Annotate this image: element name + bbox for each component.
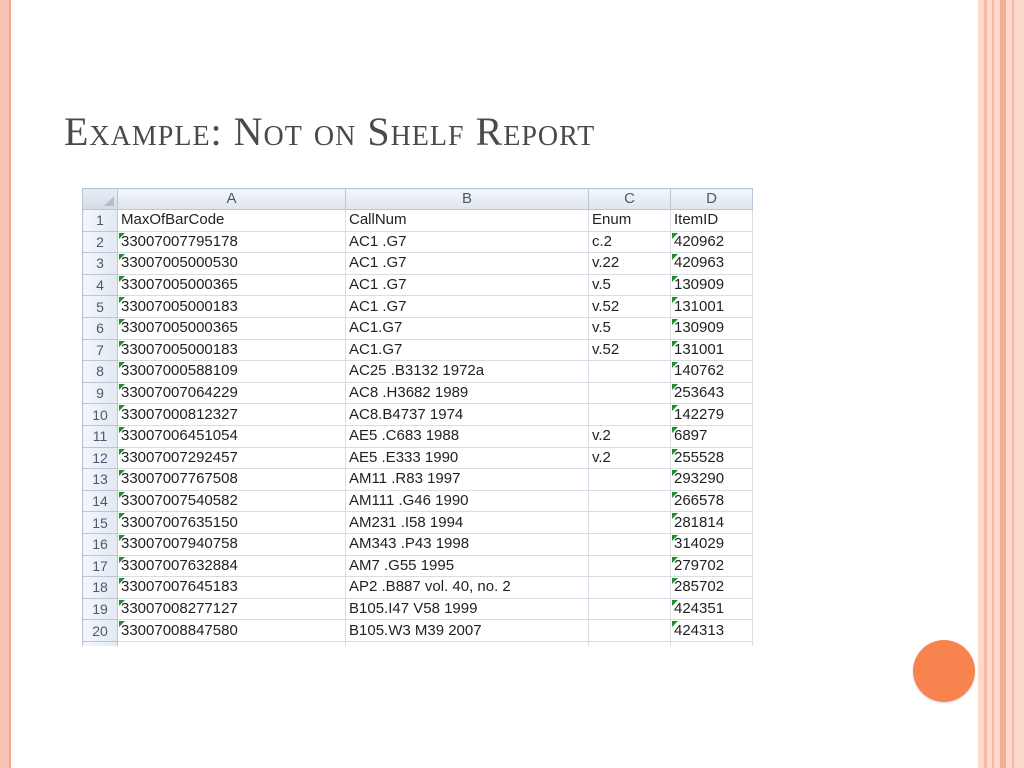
cell-callnum[interactable]: AC1.G7 xyxy=(346,317,589,339)
cell-callnum[interactable]: B105.I47 V58 1999 xyxy=(346,598,589,620)
table-row xyxy=(83,274,753,296)
row-number[interactable]: 4 xyxy=(83,274,118,296)
cell-barcode[interactable]: 33007007795178 xyxy=(118,231,346,253)
cell-enum[interactable]: Enum xyxy=(589,210,671,232)
cell-itemid[interactable]: 255528 xyxy=(671,447,753,469)
cell-barcode[interactable]: 33007007767508 xyxy=(118,469,346,491)
header-data-row xyxy=(83,210,753,232)
cell-callnum[interactable]: AC1 .G7 xyxy=(346,274,589,296)
cell-enum[interactable] xyxy=(589,382,671,404)
cell-enum[interactable]: v.2 xyxy=(589,447,671,469)
cell-enum[interactable] xyxy=(589,620,671,642)
cell-callnum[interactable]: AE5 .E333 1990 xyxy=(346,447,589,469)
row-number[interactable]: 17 xyxy=(83,555,118,577)
cell-itemid[interactable]: 6897 xyxy=(671,425,753,447)
cell-enum[interactable]: v.52 xyxy=(589,339,671,361)
table-row xyxy=(83,555,753,577)
cell-barcode[interactable]: 33007008277127 xyxy=(118,598,346,620)
cell-itemid[interactable]: 279702 xyxy=(671,555,753,577)
cell-enum[interactable]: c.2 xyxy=(589,231,671,253)
cell-barcode[interactable]: 33007007064229 xyxy=(118,382,346,404)
cell-itemid[interactable]: 293290 xyxy=(671,469,753,491)
table-row xyxy=(83,533,753,555)
column-header-row xyxy=(83,189,753,210)
column-header-d[interactable]: D xyxy=(671,189,753,210)
cell-enum[interactable] xyxy=(589,533,671,555)
cell-callnum[interactable]: AC1.G7 xyxy=(346,339,589,361)
spreadsheet xyxy=(82,188,753,646)
row-number[interactable]: 20 xyxy=(83,620,118,642)
table-row xyxy=(83,404,753,426)
cell-itemid[interactable]: 424313 xyxy=(671,620,753,642)
cell-enum[interactable] xyxy=(589,361,671,383)
row-number[interactable]: 1 xyxy=(83,210,118,232)
cell-enum[interactable]: v.2 xyxy=(589,425,671,447)
table-row xyxy=(83,598,753,620)
cell-barcode[interactable]: 33007007292457 xyxy=(118,447,346,469)
cell-callnum[interactable]: AC1 .G7 xyxy=(346,231,589,253)
table-row xyxy=(83,253,753,275)
cell-callnum[interactable]: B105.W3 M39 2007 xyxy=(346,620,589,642)
table-row xyxy=(83,296,753,318)
row-number[interactable]: 10 xyxy=(83,404,118,426)
row-number[interactable]: 16 xyxy=(83,533,118,555)
table-row xyxy=(83,339,753,361)
column-header-c[interactable]: C xyxy=(589,189,671,210)
cell-callnum[interactable]: AC25 .B3132 1972a xyxy=(346,361,589,383)
table-row xyxy=(83,382,753,404)
cell-callnum[interactable]: AM111 .G46 1990 xyxy=(346,490,589,512)
table-row xyxy=(83,469,753,491)
cell-itemid[interactable]: 253643 xyxy=(671,382,753,404)
row-number[interactable]: 15 xyxy=(83,512,118,534)
cell-enum[interactable] xyxy=(589,598,671,620)
cell-enum[interactable] xyxy=(589,490,671,512)
cell-itemid[interactable]: 424351 xyxy=(671,598,753,620)
cell-itemid[interactable]: 314029 xyxy=(671,533,753,555)
cell-enum[interactable] xyxy=(589,577,671,599)
row-number[interactable]: 7 xyxy=(83,339,118,361)
cell-enum[interactable] xyxy=(589,512,671,534)
partial-cell xyxy=(346,641,589,646)
cell-itemid[interactable]: 131001 xyxy=(671,296,753,318)
row-number[interactable]: 13 xyxy=(83,469,118,491)
cell-itemid[interactable]: 140762 xyxy=(671,361,753,383)
partial-cell xyxy=(83,641,118,646)
cell-barcode[interactable]: 33007000588109 xyxy=(118,361,346,383)
row-number[interactable]: 12 xyxy=(83,447,118,469)
cell-barcode[interactable]: 33007007645183 xyxy=(118,577,346,599)
cell-itemid[interactable]: 285702 xyxy=(671,577,753,599)
cell-barcode[interactable]: 33007006451054 xyxy=(118,425,346,447)
cell-callnum[interactable]: AM343 .P43 1998 xyxy=(346,533,589,555)
cell-callnum[interactable]: AM7 .G55 1995 xyxy=(346,555,589,577)
cell-enum[interactable]: v.5 xyxy=(589,274,671,296)
slide-title: Example: Not on Shelf Report xyxy=(64,109,596,154)
row-number[interactable]: 3 xyxy=(83,253,118,275)
table-row xyxy=(83,512,753,534)
partial-row xyxy=(83,641,753,646)
cell-barcode[interactable]: 33007005000365 xyxy=(118,274,346,296)
cell-enum[interactable]: v.5 xyxy=(589,317,671,339)
partial-cell xyxy=(671,641,753,646)
table-row xyxy=(83,577,753,599)
cell-enum[interactable]: v.22 xyxy=(589,253,671,275)
table-row xyxy=(83,425,753,447)
cell-barcode[interactable]: 33007008847580 xyxy=(118,620,346,642)
cell-barcode[interactable]: 33007000812327 xyxy=(118,404,346,426)
cell-barcode[interactable]: 33007005000183 xyxy=(118,339,346,361)
cell-itemid[interactable]: 281814 xyxy=(671,512,753,534)
cell-itemid[interactable]: 130909 xyxy=(671,274,753,296)
row-number[interactable]: 9 xyxy=(83,382,118,404)
row-number[interactable]: 11 xyxy=(83,425,118,447)
table-row xyxy=(83,231,753,253)
cell-enum[interactable] xyxy=(589,469,671,491)
cell-callnum[interactable]: AE5 .C683 1988 xyxy=(346,425,589,447)
column-header-b[interactable]: B xyxy=(346,189,589,210)
table-row xyxy=(83,361,753,383)
row-number[interactable]: 6 xyxy=(83,317,118,339)
cell-itemid[interactable]: 142279 xyxy=(671,404,753,426)
cell-callnum[interactable]: AC1 .G7 xyxy=(346,253,589,275)
cell-itemid[interactable]: ItemID xyxy=(671,210,753,232)
table-row xyxy=(83,317,753,339)
cell-callnum[interactable]: AP2 .B887 vol. 40, no. 2 xyxy=(346,577,589,599)
cell-callnum[interactable]: AC8 .H3682 1989 xyxy=(346,382,589,404)
slide-right-border xyxy=(978,0,1024,768)
cell-itemid[interactable]: 420963 xyxy=(671,253,753,275)
cell-itemid[interactable]: 420962 xyxy=(671,231,753,253)
cell-barcode[interactable]: 33007005000365 xyxy=(118,317,346,339)
table-row xyxy=(83,620,753,642)
cell-barcode[interactable]: 33007007940758 xyxy=(118,533,346,555)
cell-enum[interactable]: v.52 xyxy=(589,296,671,318)
cell-callnum[interactable]: AM231 .I58 1994 xyxy=(346,512,589,534)
column-header-a[interactable]: A xyxy=(118,189,346,210)
slide-left-border xyxy=(0,0,9,768)
cell-barcode[interactable]: 33007005000183 xyxy=(118,296,346,318)
table-row xyxy=(83,447,753,469)
cell-itemid[interactable]: 131001 xyxy=(671,339,753,361)
partial-cell xyxy=(118,641,346,646)
cell-barcode[interactable]: 33007007635150 xyxy=(118,512,346,534)
cell-barcode[interactable]: 33007007540582 xyxy=(118,490,346,512)
cell-barcode[interactable]: MaxOfBarCode xyxy=(118,210,346,232)
cell-callnum[interactable]: AM11 .R83 1997 xyxy=(346,469,589,491)
cell-itemid[interactable]: 130909 xyxy=(671,317,753,339)
cell-callnum[interactable]: CallNum xyxy=(346,210,589,232)
cell-callnum[interactable]: AC8.B4737 1974 xyxy=(346,404,589,426)
table-row xyxy=(83,490,753,512)
row-number[interactable]: 2 xyxy=(83,231,118,253)
cell-enum[interactable] xyxy=(589,404,671,426)
cell-callnum[interactable]: AC1 .G7 xyxy=(346,296,589,318)
decorative-circle xyxy=(913,640,975,702)
select-all-corner[interactable] xyxy=(83,189,118,210)
row-number[interactable]: 8 xyxy=(83,361,118,383)
row-number[interactable]: 18 xyxy=(83,577,118,599)
cell-enum[interactable] xyxy=(589,555,671,577)
cell-barcode[interactable]: 33007007632884 xyxy=(118,555,346,577)
cell-itemid[interactable]: 266578 xyxy=(671,490,753,512)
row-number[interactable]: 14 xyxy=(83,490,118,512)
row-number[interactable]: 19 xyxy=(83,598,118,620)
cell-barcode[interactable]: 33007005000530 xyxy=(118,253,346,275)
row-number[interactable]: 5 xyxy=(83,296,118,318)
partial-cell xyxy=(589,641,671,646)
